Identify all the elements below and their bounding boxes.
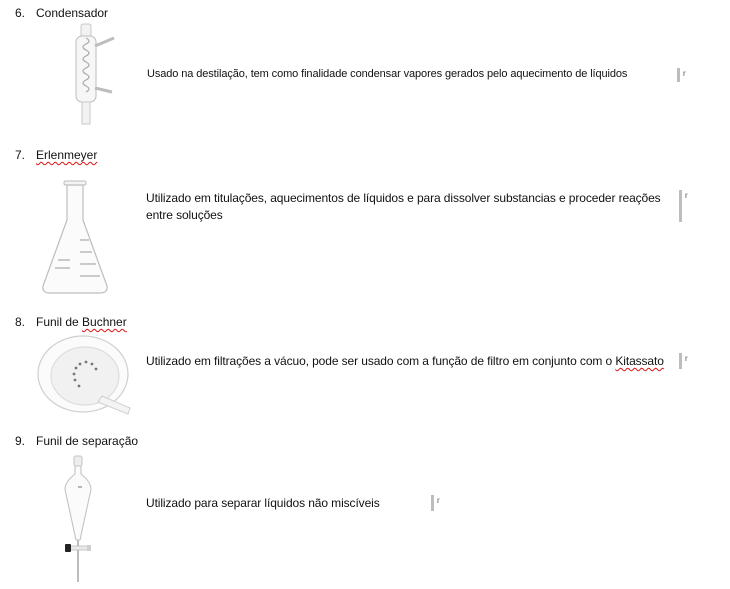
item-description-condensador: Usado na destilação, tem como finalidade condensar vapores gerados pelo aquecimento de líquidos <box>147 68 628 80</box>
comment-marker-label: r <box>437 496 440 505</box>
item-description-flagged-word: Kitassato <box>615 354 664 368</box>
comment-marker-bar <box>679 353 682 369</box>
item-title-erlenmeyer: Erlenmeyer <box>36 148 98 162</box>
comment-marker-label: r <box>685 354 688 363</box>
erlenmeyer-flask-illustration <box>40 180 110 296</box>
comment-marker-bar <box>677 68 680 82</box>
comment-marker-label: r <box>683 69 686 78</box>
item-title-text: Funil de <box>36 315 83 329</box>
buchner-funnel-illustration <box>32 334 134 416</box>
item-description-text: Utilizado em filtrações a vácuo, pode ser usado com a função de filtro em conjunto com o <box>146 354 616 368</box>
item-title-condensador: Condensador <box>36 6 109 20</box>
comment-marker-bar <box>431 495 434 511</box>
item-title-flagged-word: Buchner <box>82 315 127 329</box>
item-number: 9. <box>15 434 26 448</box>
item-title-funil-de-separacao: Funil de separação <box>36 434 139 448</box>
comment-marker-label: r <box>685 191 688 200</box>
item-description-funil-de-separacao: Utilizado para separar líquidos não miscíveis <box>146 496 380 510</box>
item-number: 6. <box>15 6 26 20</box>
condenser-illustration <box>62 22 122 132</box>
item-title-funil-de-buchner <box>36 315 127 329</box>
comment-marker-bar <box>679 190 682 222</box>
item-number: 7. <box>15 148 26 162</box>
item-description-funil-de-buchner <box>146 354 664 368</box>
item-number: 8. <box>15 315 26 329</box>
item-description-erlenmeyer: Utilizado em titulações, aquecimentos de líquidos e para dissolver substancias e proceder reações entre soluções <box>146 191 661 222</box>
separatory-funnel-illustration <box>56 454 106 588</box>
